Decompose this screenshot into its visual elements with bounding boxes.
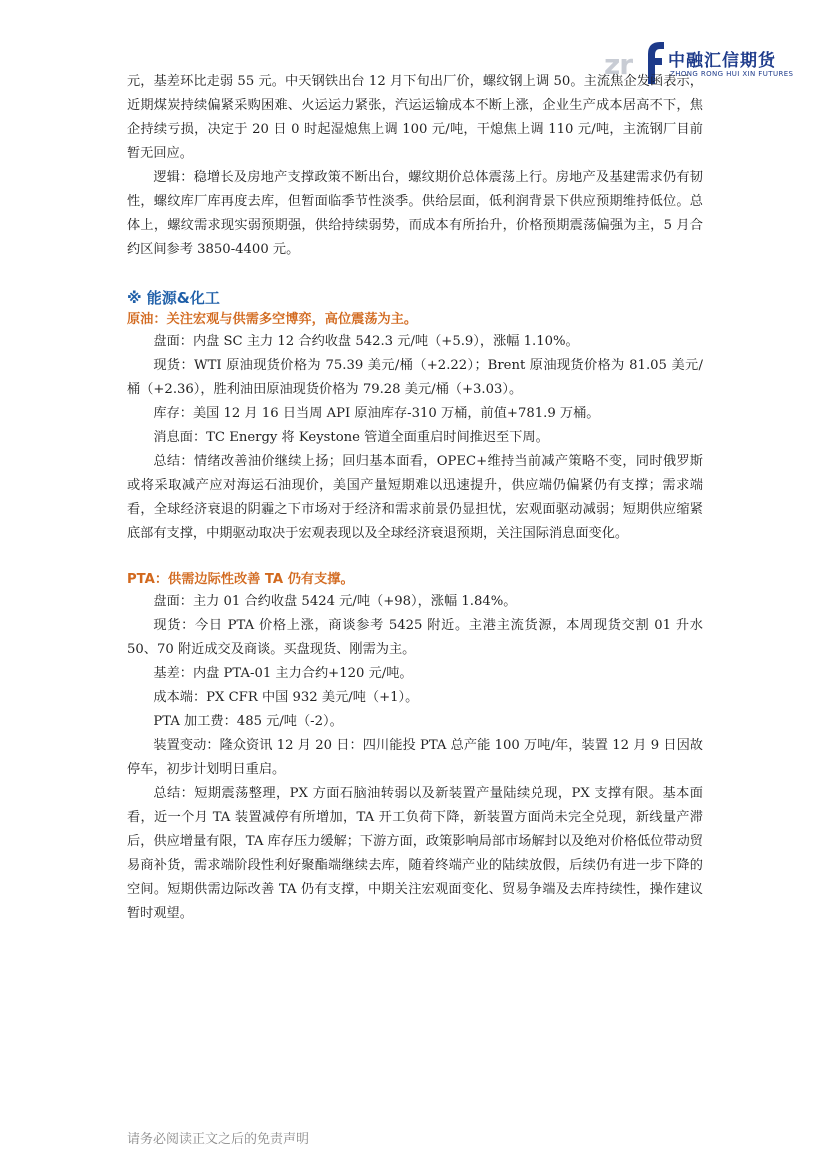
- rebar-logic-paragraph: 逻辑：稳增长及房地产支撑政策不断出台，螺纹期价总体震荡上行。房地产及基建需求仍有韧性，螺纹库厂库再度去库，但暂面临季节性淡季。供给层面，低利润背景下供应预期维持低位。总体上，螺纹需求现实弱预期强，供给持续弱势，而成本有所抬升，价格预期震荡偏强为主，5 月合约区间参考 3850-4400 元。: [127, 170, 703, 257]
- pta-plant-change-paragraph: 装置变动：隆众资讯 12 月 20 日：四川能投 PTA 总产能 100 万吨/年，装置 12 月 9 日因故停车，初步计划明日重启。: [127, 738, 703, 777]
- pta-market-paragraph: 盘面：主力 01 合约收盘 5424 元/吨（+98），涨幅 1.84%。: [153, 594, 517, 609]
- pta-summary-paragraph: 总结：短期震荡整理，PX 方面石脑油转弱以及新装置产量陆续兑现，PX 支撑有限。基本面看，近一个月 TA 装置减停有所增加，TA 开工负荷下降，新装置方面尚未完全兑现，新线量产滞后，供应增量有限，TA 库存压力缓解；下游方面，政策影响局部市场解封以及绝对价格低位带动贸易商补货，需求端阶段性利好聚酯端继续去库，随着终端产业的陆续放假，后续仍有进一步下降的空间。短期供需边际改善 TA 仍有支撑，中期关注宏观面变化、贸易争端及去库持续性，操作建议暂时观望。: [127, 786, 703, 921]
- pta-cost-paragraph: 成本端：PX CFR 中国 932 美元/吨（+1）。: [153, 690, 419, 705]
- disclaimer-footer: 请务必阅读正文之后的免责声明: [127, 1132, 310, 1147]
- report-body: [127, 70, 703, 926]
- crude-title: 原油：关注宏观与供需多空博弈，高位震荡为主。: [127, 312, 418, 327]
- spacer: [127, 262, 703, 286]
- pta-processing-fee-paragraph: PTA 加工费：485 元/吨（-2）。: [153, 714, 343, 729]
- logo-company-en: ZHONG RONG HUI XIN FUTURES: [670, 70, 794, 78]
- crude-summary-paragraph: 总结：情绪改善油价继续上扬；回归基本面看，OPEC+维持当前减产策略不变，同时俄罗斯或将采取减产应对海运石油现价，美国产量短期难以迅速提升，供应端仍偏紧仍有支撑；需求端看，全球经济衰退的阴霾之下市场对于经济和需求前景仍显担忧，宏观面驱动减弱；短期供应缩紧底部有支撑，中期驱动取决于宏观表现以及全球经济衰退预期，关注国际消息面变化。: [127, 454, 703, 541]
- pta-title: PTA：供需边际性改善 TA 仍有支撑。: [127, 572, 354, 587]
- crude-news-paragraph: 消息面：TC Energy 将 Keystone 管道全面重启时间推迟至下周。: [153, 430, 549, 445]
- crude-spot-paragraph: 现货：WTI 原油现货价格为 75.39 美元/桶（+2.22）；Brent 原油现货价格为 81.05 美元/桶（+2.36），胜利油田原油现货价格为 79.28 美元/桶（+3.03）。: [127, 358, 703, 397]
- pta-basis-paragraph: 基差：内盘 PTA-01 主力合约+120 元/吨。: [153, 666, 413, 681]
- pta-spot-paragraph: 现货：今日 PTA 价格上涨，商谈参考 5425 附近。主港主流货源，本周现货交割 01 升水 50、70 附近成交及商谈。买盘现货、刚需为主。: [127, 618, 703, 657]
- crude-market-paragraph: 盘面：内盘 SC 主力 12 合约收盘 542.3 元/吨（+5.9），涨幅 1.10%。: [153, 334, 579, 349]
- logo-mark-text: zr: [604, 48, 633, 81]
- crude-inventory-paragraph: 库存：美国 12 月 16 日当周 API 原油库存-310 万桶，前值+781.9 万桶。: [153, 406, 600, 421]
- rebar-paragraph: 元，基差环比走弱 55 元。中天钢铁出台 12 月下旬出厂价，螺纹钢上调 50。主流焦企发函表示，近期煤炭持续偏紧采购困难、火运运力紧张，汽运运输成本不断上涨，企业生产成本居高不下，焦企持续亏损，决定于 20 日 0 时起湿熄焦上调 100 元/吨，干熄焦上调 110 元/吨，主流钢厂目前暂无回应。: [127, 74, 703, 161]
- spacer: [127, 546, 703, 570]
- logo-company-cn: 中融汇信期货: [668, 51, 776, 71]
- energy-section-title: ※ 能源&化工: [127, 289, 220, 307]
